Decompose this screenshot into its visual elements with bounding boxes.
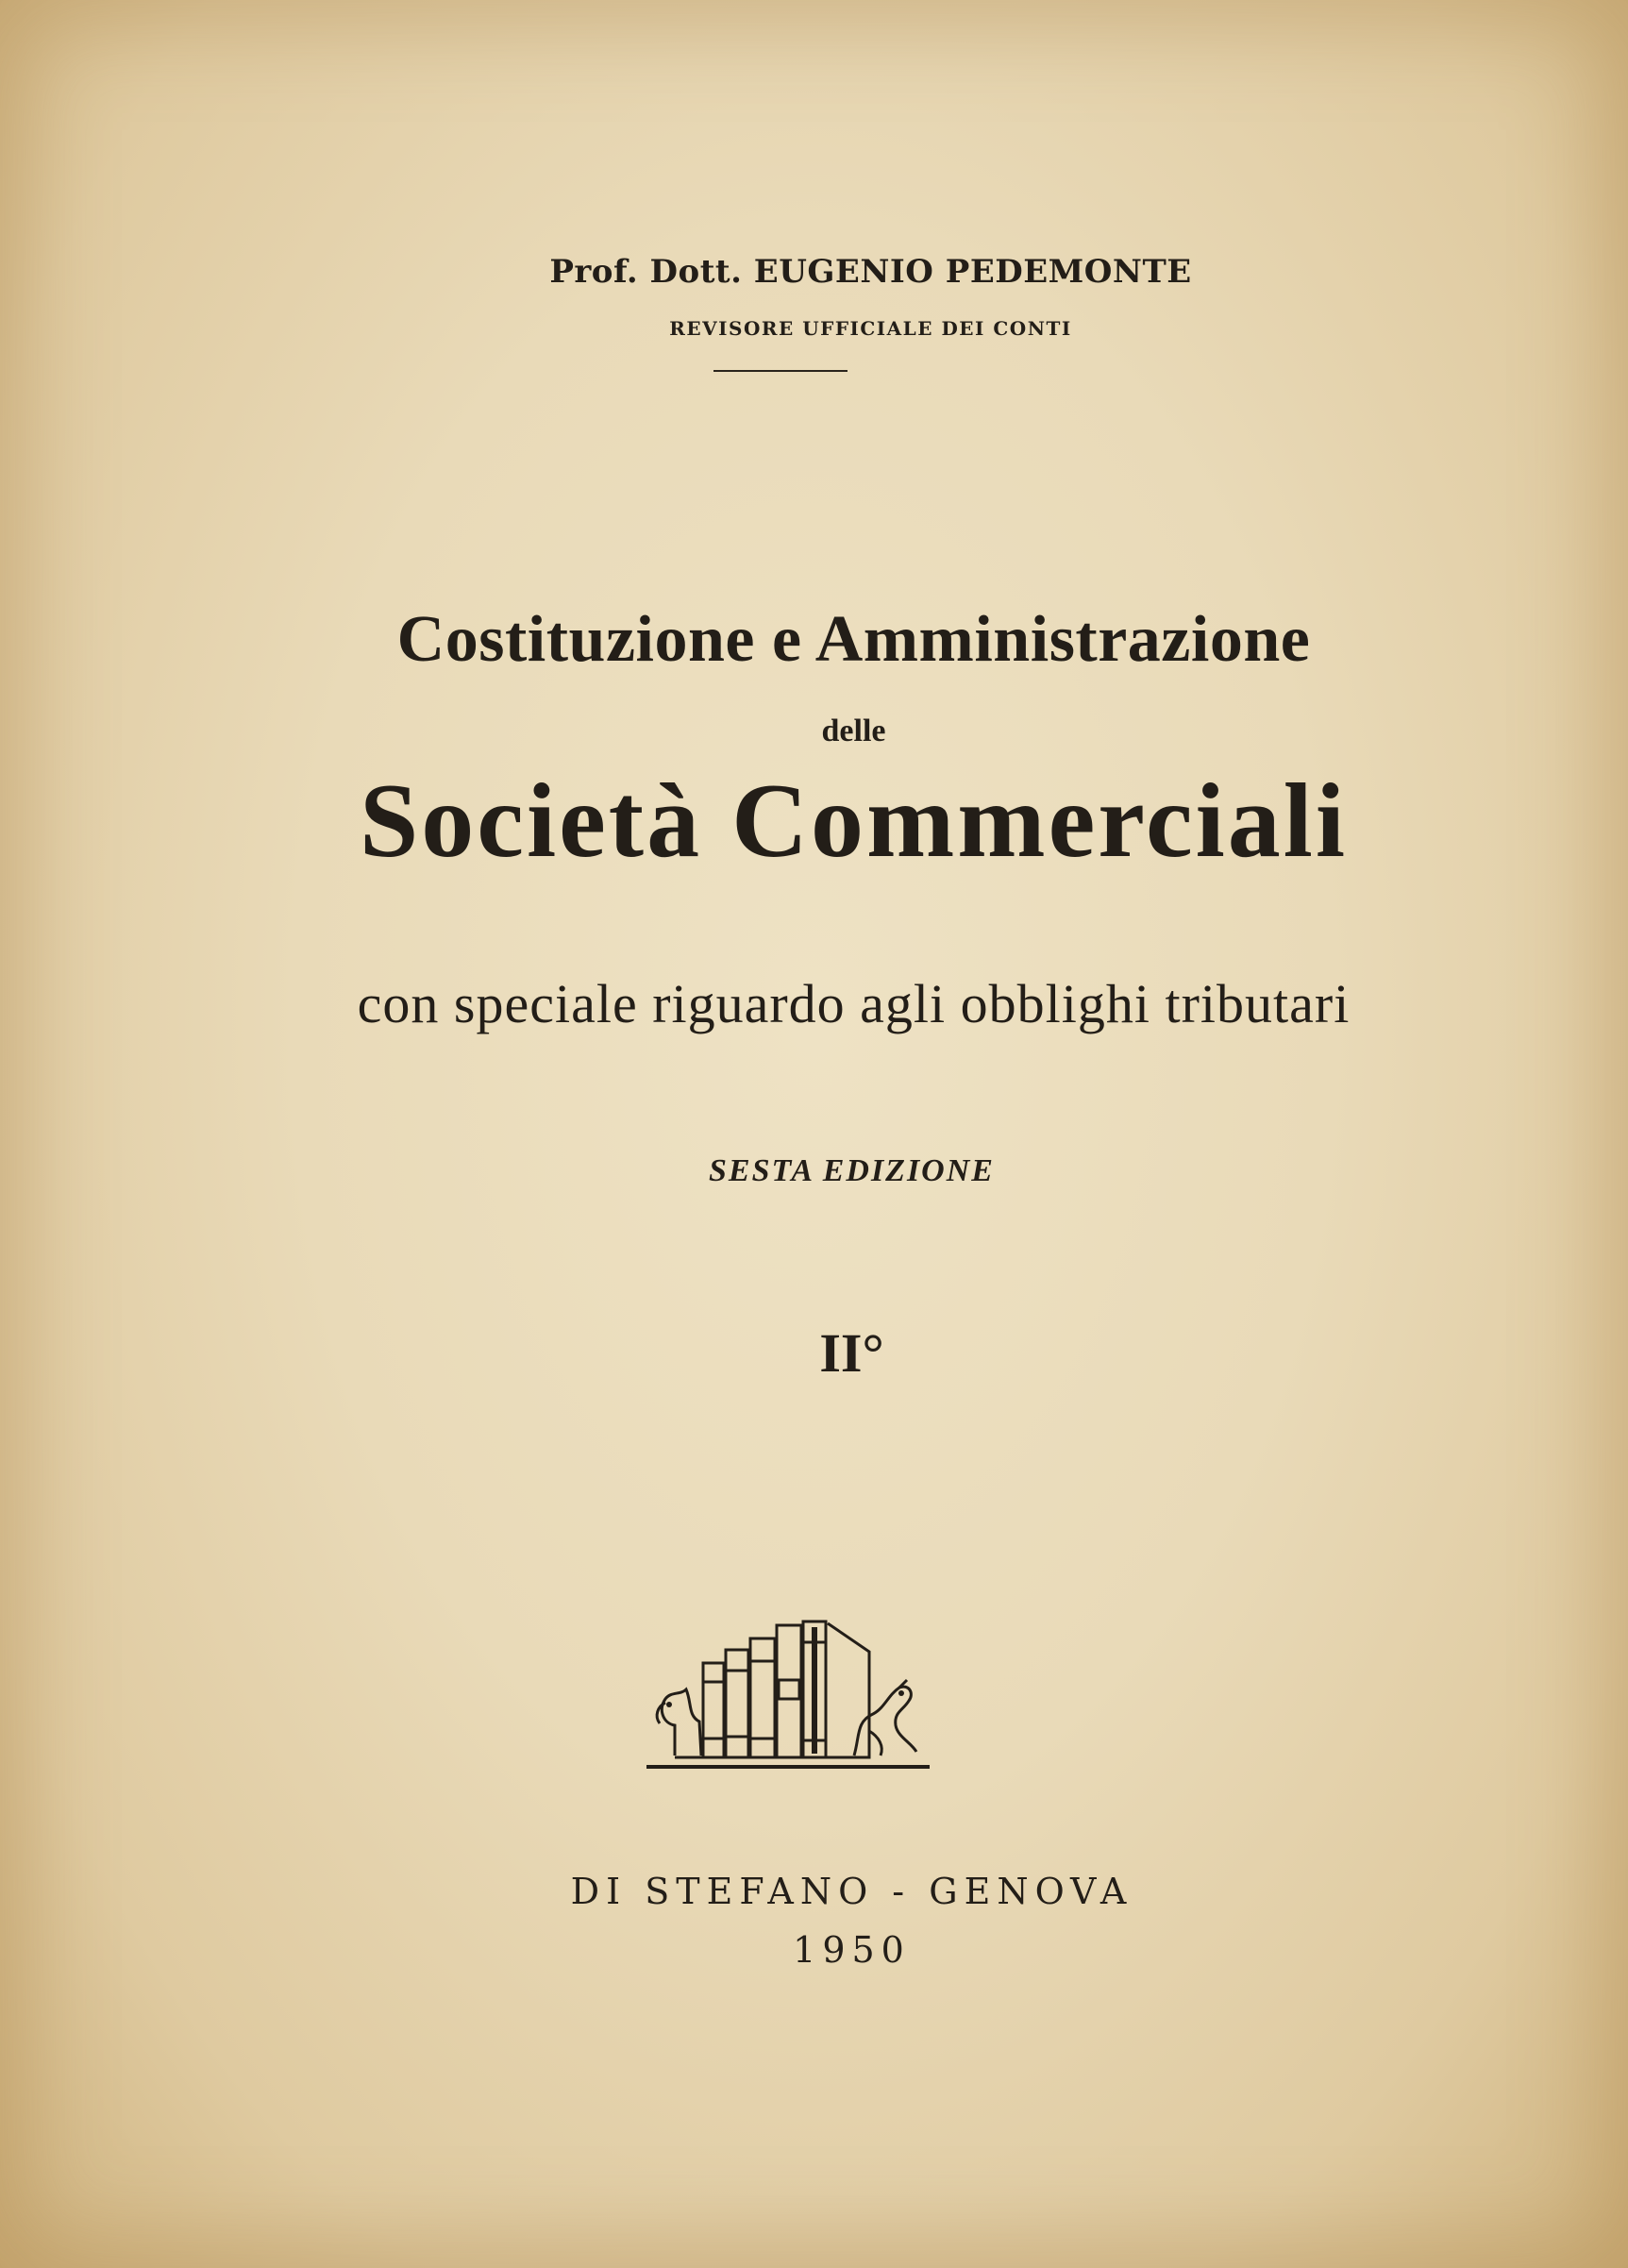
subtitle: con speciale riguardo agli obblighi tributari (357, 973, 1351, 1034)
edition-label: SESTA EDIZIONE (709, 1153, 995, 1188)
title-connector: delle (821, 714, 886, 748)
title-line-2: Società Commerciali (359, 763, 1349, 880)
title-line-1: Costituzione e Amministrazione (396, 603, 1311, 676)
volume-number: II° (819, 1322, 884, 1384)
author-name: Prof. Dott. EUGENIO PEDEMONTE (549, 253, 1192, 291)
divider-rule (713, 370, 848, 372)
publication-year: 1950 (793, 1929, 911, 1971)
publisher-name: DI STEFANO - GENOVA (570, 1871, 1133, 1912)
books-and-horses-emblem-icon (646, 1604, 930, 1784)
author-role: REVISORE UFFICIALE DEI CONTI (669, 317, 1072, 340)
